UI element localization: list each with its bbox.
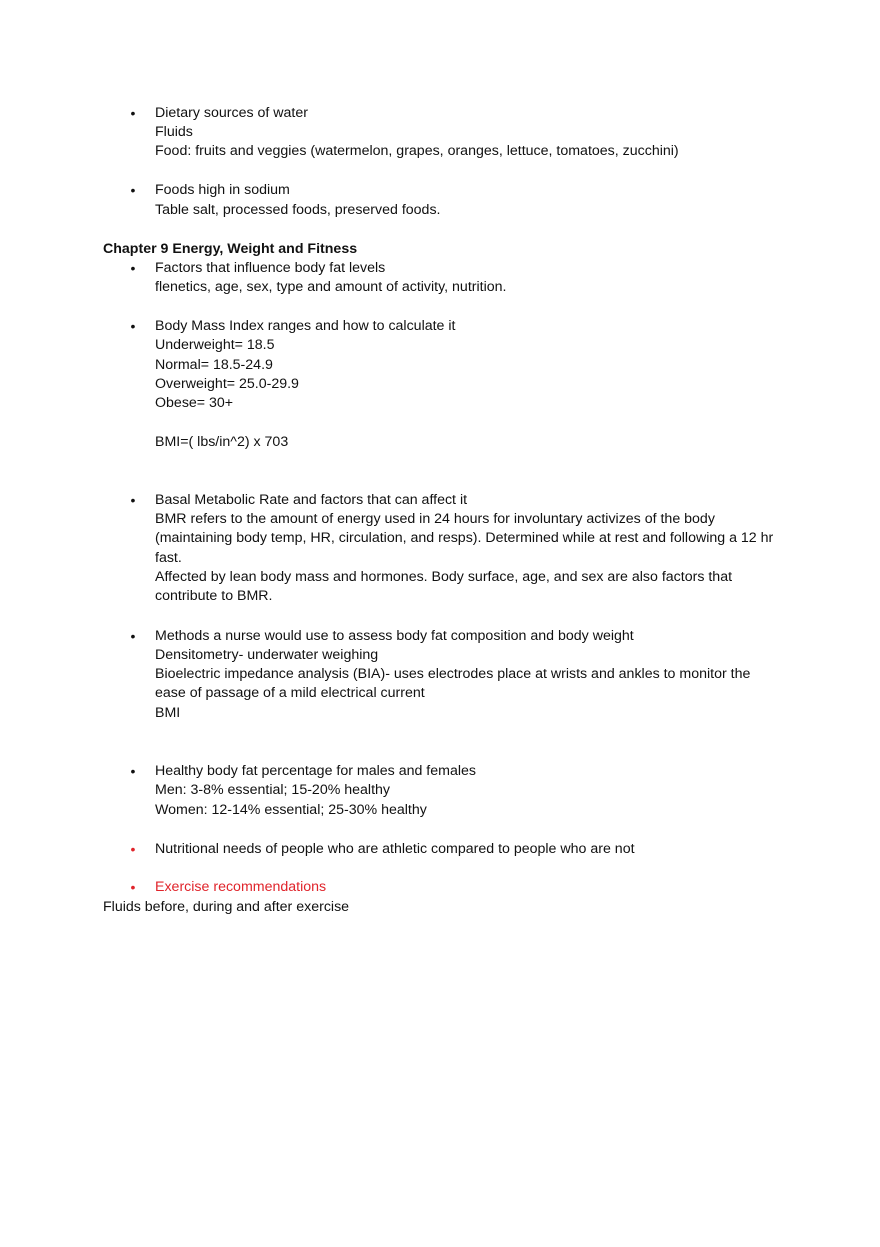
chapter-heading: Chapter 9 Energy, Weight and Fitness xyxy=(103,241,358,257)
bullet: • xyxy=(130,628,136,644)
water-title: Dietary sources of water xyxy=(155,105,308,121)
bmi-range: Overweight= 25.0-29.9 xyxy=(155,376,299,392)
bullet: • xyxy=(130,318,136,334)
methods-line: BMI xyxy=(155,705,181,721)
bmr-title: Basal Metabolic Rate and factors that can affect it xyxy=(155,492,468,508)
water-line: Food: fruits and veggies (watermelon, grapes, oranges, lettuce, tomatoes, zucchini) xyxy=(155,143,679,159)
healthy-fat-line: Women: 12-14% essential; 25-30% healthy xyxy=(155,802,427,818)
sodium-line: Table salt, processed foods, preserved foods. xyxy=(155,202,441,218)
healthy-fat-line: Men: 3-8% essential; 15-20% healthy xyxy=(155,782,391,798)
exercise-title: Exercise recommendations xyxy=(155,879,327,895)
water-line: Fluids xyxy=(155,124,193,140)
bodyfat-factors-line: flenetics, age, sex, type and amount of activity, nutrition. xyxy=(155,279,507,295)
bmi-range: Normal= 18.5-24.9 xyxy=(155,357,273,373)
bullet-red: • xyxy=(130,879,136,895)
bmi-formula: BMI=( lbs/in^2) x 703 xyxy=(155,434,289,450)
bmi-title: Body Mass Index ranges and how to calculate it xyxy=(155,318,456,334)
exercise-note: Fluids before, during and after exercise xyxy=(103,899,350,915)
methods-title: Methods a nurse would use to assess body fat composition and body weight xyxy=(155,628,634,644)
methods-line: Bioelectric impedance analysis (BIA)- uses electrodes place at wrists and ankles to monitor the ease of passage of a mild electrical current xyxy=(155,666,751,702)
healthy-fat-title: Healthy body fat percentage for males and females xyxy=(155,763,476,779)
bmi-range: Obese= 30+ xyxy=(155,395,234,411)
bmr-paragraph: BMR refers to the amount of energy used in 24 hours for involuntary activizes of the body (maintaining body temp, HR, circulation, and resps). Determined while at rest and following a 12 hr fast. xyxy=(155,511,774,566)
methods-line: Densitometry- underwater weighing xyxy=(155,647,379,663)
bullet: • xyxy=(130,105,136,121)
bullet: • xyxy=(130,763,136,779)
nutritional-needs-title: Nutritional needs of people who are athletic compared to people who are not xyxy=(155,841,635,857)
bmr-paragraph: Affected by lean body mass and hormones. Body surface, age, and sex are also factors that contribute to BMR. xyxy=(155,569,733,605)
sodium-title: Foods high in sodium xyxy=(155,182,290,198)
bullet: • xyxy=(130,492,136,508)
bodyfat-factors-title: Factors that influence body fat levels xyxy=(155,260,386,276)
bmi-range: Underweight= 18.5 xyxy=(155,337,275,353)
bullet: • xyxy=(130,182,136,198)
bullet: • xyxy=(130,260,136,276)
bullet-red: • xyxy=(130,841,136,857)
